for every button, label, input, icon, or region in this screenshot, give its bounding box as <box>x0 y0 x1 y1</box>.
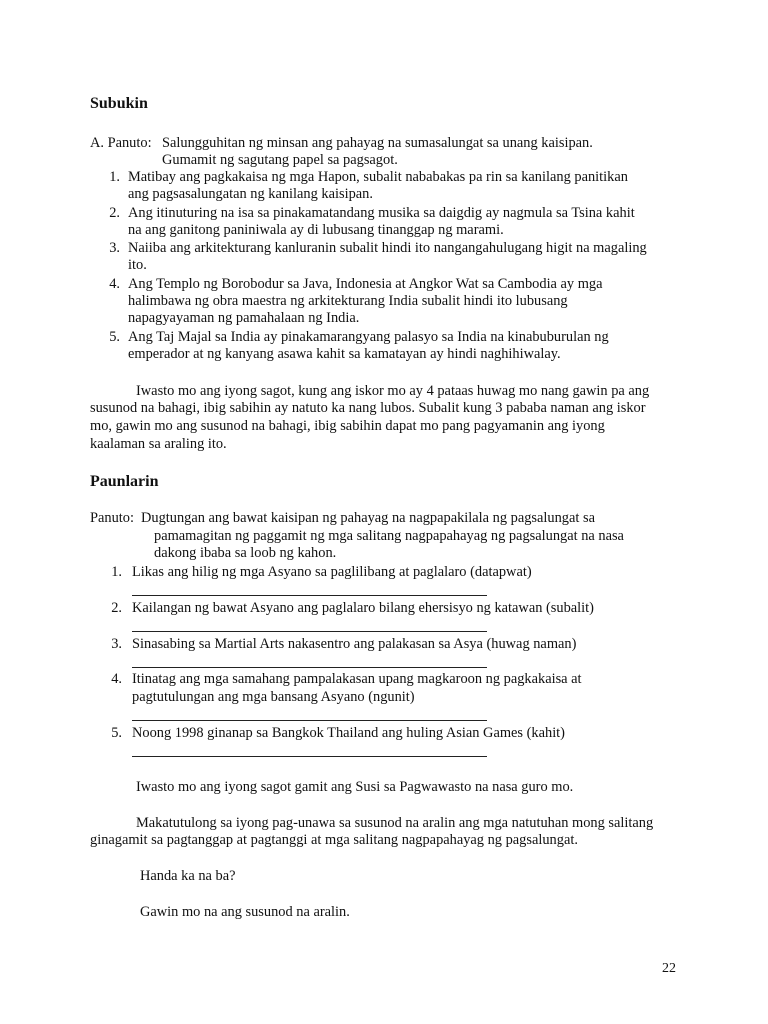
item-number: 1. <box>109 169 120 185</box>
panuto-text: dakong ibaba sa loob ng kahon. <box>154 545 337 561</box>
item-number: 3. <box>109 240 120 256</box>
exercise-item-text: Itinatag ang mga samahang pampalakasan upang magkaroon ng pagkakaisa at <box>132 671 582 687</box>
section-heading-subukin: Subukin <box>90 95 148 112</box>
panuto-text: Gumamit ng sagutang papel sa pagsagot. <box>162 152 398 168</box>
item-number: 5. <box>109 329 120 345</box>
item-number: 5. <box>111 725 122 741</box>
list-item-text: Ang itinuturing na isa sa pinakamatandang musika sa daigdig ay nagmula sa Tsina kahit <box>128 205 635 221</box>
item-number: 2. <box>111 600 122 616</box>
panuto-text: Dugtungan ang bawat kaisipan ng pahayag na nagpapakilala ng pagsalungat sa <box>141 510 595 526</box>
exercise-item-text: Sinasabing sa Martial Arts nakasentro ang palakasan sa Asya (huwag naman) <box>132 636 577 652</box>
list-item-text: Ang Taj Majal sa India ay pinakamarangyang palasyo sa India na kinabuburulan ng <box>128 329 609 345</box>
item-number: 2. <box>109 205 120 221</box>
list-item-text: Ang Templo ng Borobodur sa Java, Indonesia at Angkor Wat sa Cambodia ay mga <box>128 276 603 292</box>
list-item-text: emperador at ng kanyang asawa kahit sa kamatayan ay hindi naghihiwalay. <box>128 346 561 362</box>
answer-line[interactable] <box>132 756 487 757</box>
item-number: 4. <box>111 671 122 687</box>
paragraph-line: Iwasto mo ang iyong sagot gamit ang Susi sa Pagwawasto na nasa guro mo. <box>136 779 574 795</box>
answer-line[interactable] <box>132 720 487 721</box>
paragraph-line: Handa ka na ba? <box>140 868 236 884</box>
list-item-text: ito. <box>128 257 147 273</box>
exercise-item-text: Likas ang hilig ng mga Asyano sa paglilibang at paglalaro (datapwat) <box>132 564 532 580</box>
paragraph-line: Gawin mo na ang susunod na aralin. <box>140 904 350 920</box>
panuto-label: A. Panuto: <box>90 135 152 151</box>
paragraph-line: ginagamit sa pagtanggap at pagtanggi at mga salitang nagpapahayag ng pagsalungat. <box>90 832 578 848</box>
item-number: 1. <box>111 564 122 580</box>
panuto-label: Panuto: <box>90 510 134 526</box>
list-item-text: Naiiba ang arkitekturang kanluranin subalit hindi ito nangangahulugang higit na magaling <box>128 240 647 256</box>
page-number: 22 <box>662 961 676 976</box>
item-number: 4. <box>109 276 120 292</box>
exercise-item-text: pagtutulungan ang mga bansang Asyano (ngunit) <box>132 689 415 705</box>
paragraph-line: mo, gawin mo ang susunod na bahagi, ibig sabihin dapat mo pang pagyamanin ang iyong <box>90 418 605 434</box>
answer-line[interactable] <box>132 595 487 596</box>
list-item-text: na ang ganitong paniniwala ay di lubusang tinanggap ng marami. <box>128 222 504 238</box>
answer-line[interactable] <box>132 667 487 668</box>
item-number: 3. <box>111 636 122 652</box>
section-heading-paunlarin: Paunlarin <box>90 473 159 490</box>
list-item-text: Matibay ang pagkakaisa ng mga Hapon, subalit nababakas pa rin sa kanilang panitikan <box>128 169 628 185</box>
panuto-text: Salungguhitan ng minsan ang pahayag na sumasalungat sa unang kaisipan. <box>162 135 593 151</box>
exercise-item-text: Kailangan ng bawat Asyano ang paglalaro bilang ehersisyo ng katawan (subalit) <box>132 600 594 616</box>
list-item-text: halimbawa ng obra maestra ng arkitekturang India subalit hindi ito lubusang <box>128 293 568 309</box>
paragraph-line: Makatutulong sa iyong pag-unawa sa susunod na aralin ang mga natutuhan mong salitang <box>136 815 654 831</box>
paragraph-line: Iwasto mo ang iyong sagot, kung ang iskor mo ay 4 pataas huwag mo nang gawin pa ang <box>136 383 650 399</box>
paragraph-line: kaalaman sa araling ito. <box>90 436 227 452</box>
exercise-item-text: Noong 1998 ginanap sa Bangkok Thailand ang huling Asian Games (kahit) <box>132 725 565 741</box>
paragraph-line: susunod na bahagi, ibig sabihin ay natuto ka nang lubos. Subalit kung 3 pababa naman ang iskor <box>90 400 646 416</box>
answer-line[interactable] <box>132 631 487 632</box>
list-item-text: ang pagsasalungatan ng kanilang kaisipan. <box>128 186 373 202</box>
list-item-text: napagyayaman ng pamahalaan ng India. <box>128 310 360 326</box>
panuto-text: pamamagitan ng paggamit ng mga salitang nagpapahayag ng pagsalungat na nasa <box>154 528 624 544</box>
